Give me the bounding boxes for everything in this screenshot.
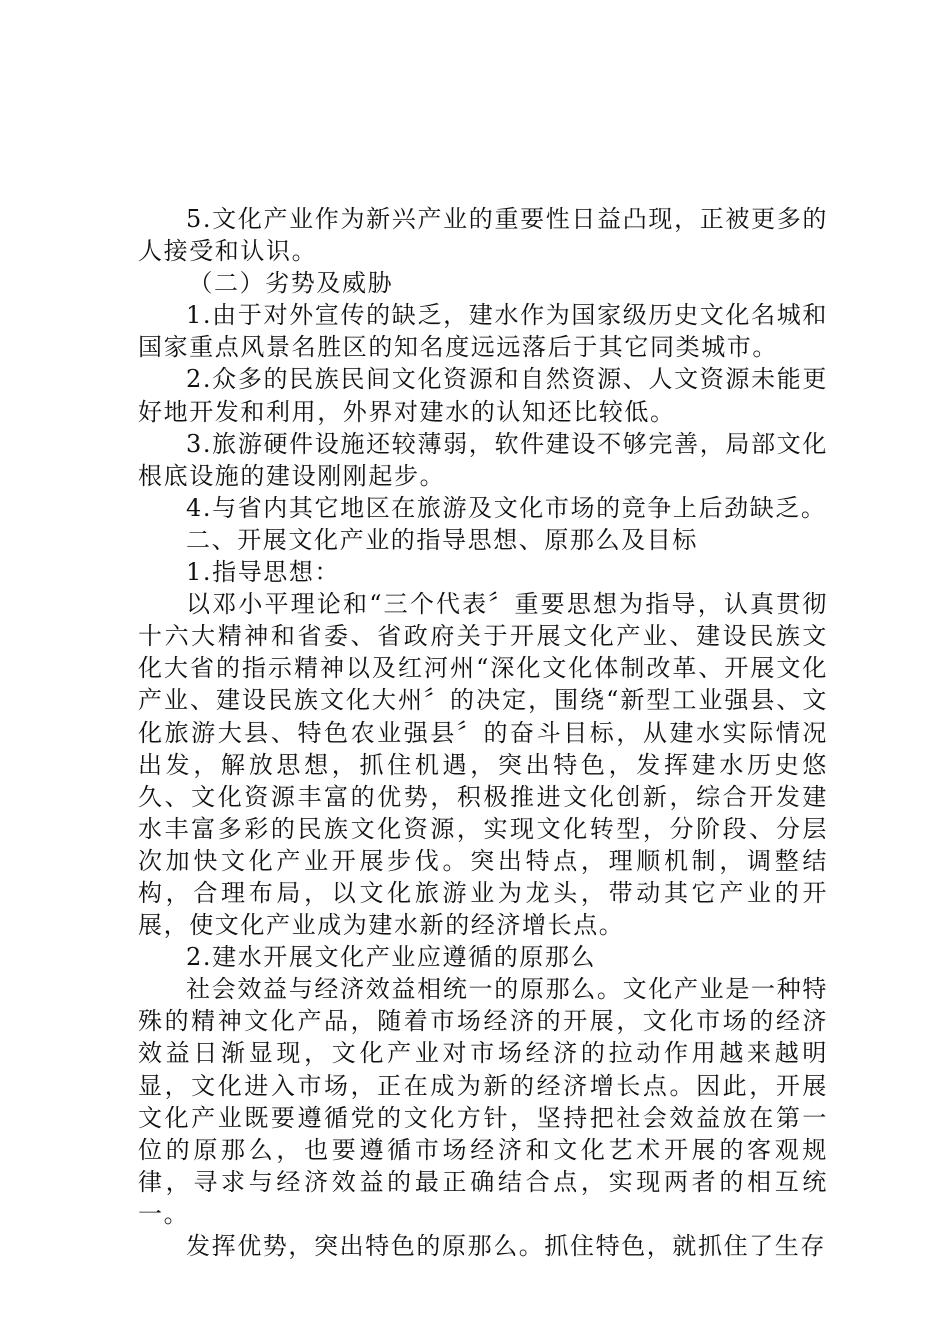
paragraph-guiding-ideology: 以邓小平理论和“三个代表〞重要思想为指导，认真贯彻十六大精神和省委、省政府关于开展文化产业、建设民族文化大省的指示精神以及红河州“深化文化体制改革、开展文化产业、建设民族文化大州〞的决定，围绕“新型工业强县、文化旅游大县、特色农业强县〞的奋斗目标，从建水实际情况出发，解放思想，抓住机遇，突出特色，发挥建水历史悠久、文化资源丰富的优势，积极推进文化创新，综合开发建水丰富多彩的民族文化资源，实现文化转型，分阶段、分层次加快文化产业开展步伐。突出特点，理顺机制，调整结构，合理布局，以文化旅游业为龙头，带动其它产业的开展，使文化产业成为建水新的经济增长点。 [138,590,828,940]
paragraph-weakness-2: 2.众多的民族民间文化资源和自然资源、人文资源未能更好地开发和利用，外界对建水的认知还比较低。 [138,365,828,426]
paragraph-principle-advantages: 发挥优势，突出特色的原那么。抓住特色，就抓住了生存 [186,1232,826,1260]
paragraph-principle-social-economic: 社会效益与经济效益相统一的原那么。文化产业是一种特殊的精神文化产品，随着市场经济的开展，文化市场的经济效益日渐显现，文化产业对市场经济的拉动作用越来越明显，文化进入市场，正在成为新的经济增长点。因此，开展文化产业既要遵循党的文化方针，坚持把社会效益放在第一位的原那么，也要遵循市场经济和文化艺术开展的客观规律，寻求与经济效益的最正确结合点，实现两者的相互统一。 [138,975,828,1228]
subheading-principles: 2.建水开展文化产业应遵循的原那么 [186,943,597,972]
paragraph-weakness-3: 3.旅游硬件设施还较薄弱，软件建设不够完善，局部文化根底设施的建设刚刚起步。 [138,429,828,490]
paragraph-culture-industry-emerging: 5.文化产业作为新兴产业的重要性日益凸现，正被更多的人接受和认识。 [138,205,828,266]
document-body [138,203,828,1262]
paragraph-weakness-4: 4.与省内其它地区在旅游及文化市场的竞争上后劲缺乏。 [186,493,827,522]
section-heading-weaknesses-threats: （二）劣势及威胁 [188,269,394,298]
section-heading-guiding-ideology: 二、开展文化产业的指导思想、原那么及目标 [186,525,698,554]
subheading-guiding-ideology: 1.指导思想： [186,558,341,587]
paragraph-weakness-1: 1.由于对外宣传的缺乏，建水作为国家级历史文化名城和国家重点风景名胜区的知名度远远落后于其它同类城市。 [138,301,828,362]
